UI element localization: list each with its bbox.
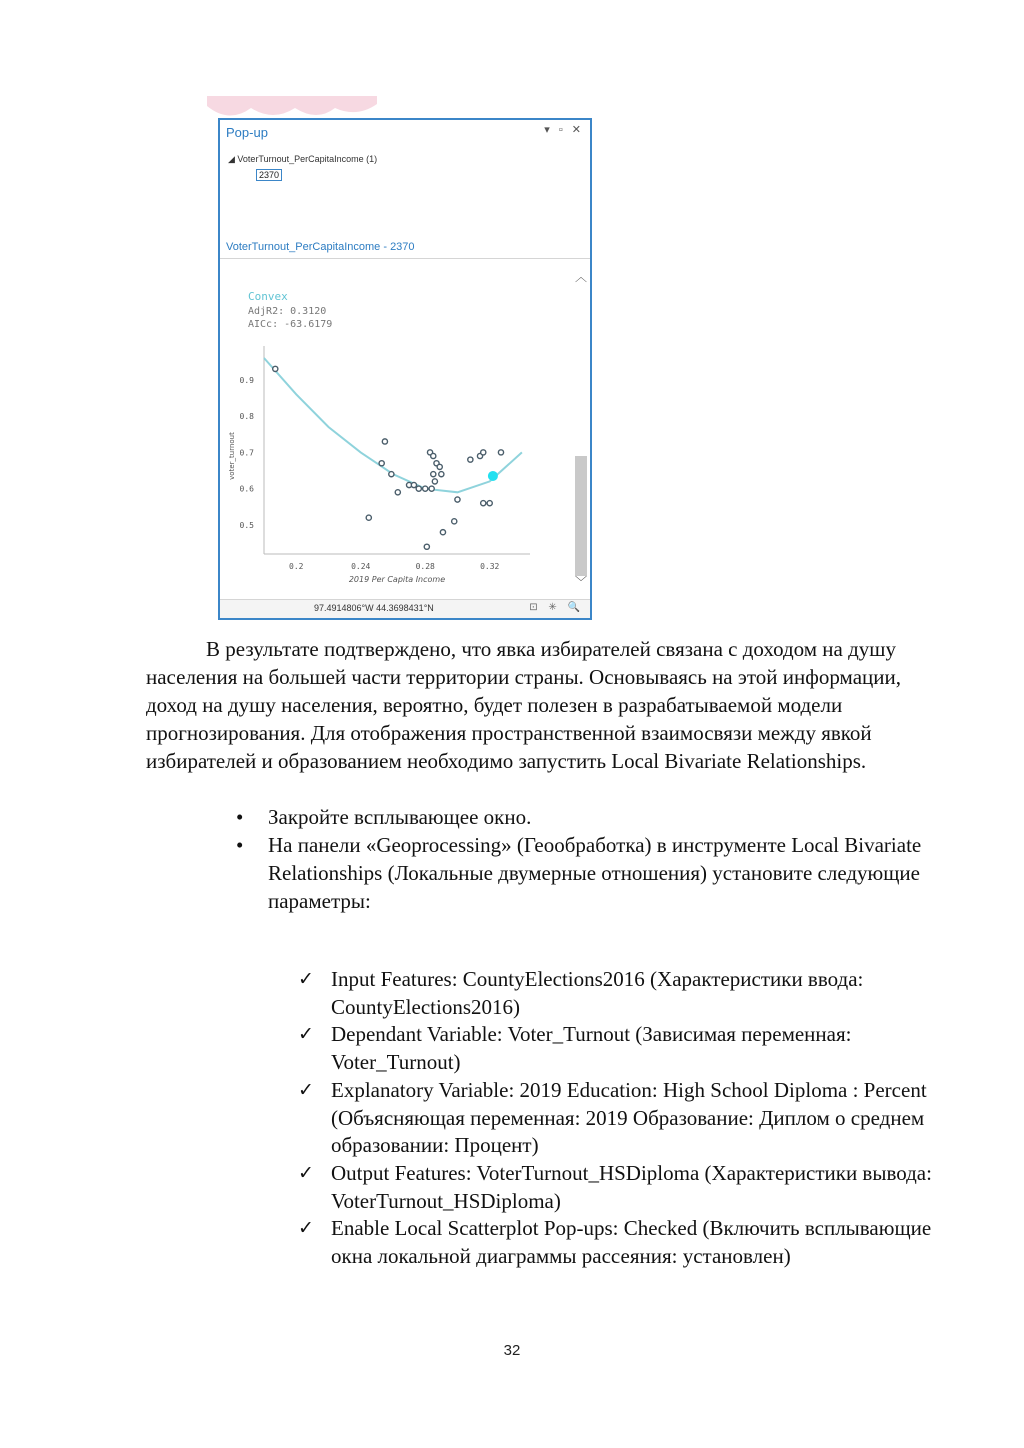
- paragraph-text: В результате подтверждено, что явка избирателей связана с доходом на душу населения на большей части территории страны. Основываясь на этой информации, доход на душу населения, вероятно, будет полезен в разрабатываемой модели прогнозирования. Для отображения пространственной взаимосвязи между явкой избирателей и образованием необходимо запустить Local Bivariate Relationships.: [146, 637, 901, 773]
- popup-title: Pop-up: [226, 125, 268, 140]
- y-tick-label: 0.7: [239, 448, 254, 458]
- y-tick-label: 0.9: [239, 375, 254, 385]
- list-item: [298, 1215, 948, 1270]
- data-point: [416, 486, 421, 491]
- coordinates-readout: 97.4914806°W 44.3698431°N: [314, 603, 434, 613]
- bullet-icon: •: [236, 805, 244, 829]
- status-bar: [220, 599, 590, 618]
- data-point: [424, 544, 429, 549]
- data-point: [379, 461, 384, 466]
- data-point: [429, 486, 434, 491]
- feature-title: VoterTurnout_PerCapitaIncome - 2370: [226, 241, 415, 253]
- data-point: [431, 453, 436, 458]
- y-axis-label: voter_turnout: [228, 432, 236, 480]
- data-point: [468, 457, 473, 462]
- scatter-chart: [224, 288, 570, 588]
- data-point: [432, 479, 437, 484]
- list-item-text: Закройте всплывающее окно.: [268, 805, 532, 829]
- x-tick-label: 0.2: [289, 562, 304, 571]
- data-point: [395, 490, 400, 495]
- y-tick-label: 0.5: [239, 520, 254, 530]
- adjr2-label: AdjR2: 0.3120: [248, 306, 327, 317]
- data-point: [389, 472, 394, 477]
- x-tick-label: 0.32: [480, 562, 500, 571]
- checkmark-icon: ✓: [298, 1161, 314, 1184]
- list-item-text: Input Features: CountyElections2016 (Характеристики ввода: CountyElections2016): [331, 967, 864, 1019]
- checkmark-icon: ✓: [298, 1023, 314, 1046]
- checkmark-icon: ✓: [298, 1217, 314, 1240]
- feature-tree: [228, 154, 377, 181]
- chevron-up-icon[interactable]: ︿: [574, 270, 587, 284]
- data-point: [487, 501, 492, 506]
- list-item: [298, 1077, 948, 1160]
- bullet-list: [236, 803, 946, 915]
- data-point: [440, 530, 445, 535]
- vertical-scrollbar[interactable]: [574, 268, 588, 598]
- tree-feature-id[interactable]: 2370: [256, 169, 282, 181]
- data-point: [439, 472, 444, 477]
- bullet-icon: •: [236, 833, 244, 857]
- scrollbar-thumb[interactable]: [575, 456, 587, 576]
- highlighted-point: [488, 471, 498, 481]
- list-item: [298, 966, 948, 1021]
- data-point: [452, 519, 457, 524]
- data-point: [431, 472, 436, 477]
- data-point: [437, 464, 442, 469]
- list-item-text: Dependant Variable: Voter_Turnout (Зависимая переменная: Voter_Turnout): [331, 1022, 852, 1075]
- list-item-text: Explanatory Variable: 2019 Education: High School Diploma : Percent (Объясняющая переменная: 2019 Образование: Диплом о среднем образовании: Процент): [331, 1077, 927, 1158]
- data-point: [382, 439, 387, 444]
- list-item-text: На панели «Geoprocessing» (Геообработка) в инструменте Local Bivariate Relationships (Локальные двумерные отношения) установите следующие параметры:: [268, 833, 922, 913]
- list-item-text: Enable Local Scatterplot Pop-ups: Checked (Включить всплывающие окна локальной диаграммы рассеяния: установлен): [331, 1216, 932, 1269]
- window-controls[interactable]: ▾ ▫ ✕: [544, 124, 584, 136]
- x-tick-label: 0.28: [415, 562, 435, 571]
- x-axis-label: 2019 Per Capita Income: [348, 575, 446, 584]
- list-item: [236, 803, 946, 831]
- data-point: [498, 450, 503, 455]
- status-icons[interactable]: ⊡ ✳ 🔍: [529, 602, 584, 613]
- chevron-down-icon[interactable]: ﹀: [574, 575, 587, 589]
- list-item: [298, 1160, 948, 1215]
- x-tick-label: 0.24: [351, 562, 371, 571]
- page-number: 32: [503, 1342, 521, 1359]
- list-item: [298, 1021, 948, 1076]
- aicc-label: AICc: -63.6179: [248, 319, 333, 330]
- data-point: [423, 486, 428, 491]
- data-point: [455, 497, 460, 502]
- popup-window[interactable]: [218, 118, 592, 620]
- divider: [220, 258, 590, 259]
- data-point: [411, 482, 416, 487]
- data-point: [273, 366, 278, 371]
- body-paragraph: [146, 635, 946, 775]
- tree-layer-item[interactable]: ◢ VoterTurnout_PerCapitaIncome (1): [228, 154, 378, 164]
- list-item: [236, 831, 946, 915]
- data-point: [366, 515, 371, 520]
- y-tick-label: 0.6: [239, 484, 254, 494]
- data-point: [481, 501, 486, 506]
- checkmark-icon: ✓: [298, 968, 314, 990]
- model-name-label: Convex: [248, 290, 288, 303]
- checkmark-icon: ✓: [298, 1078, 314, 1101]
- data-point: [481, 450, 486, 455]
- list-item-text: Output Features: VoterTurnout_HSDiploma (Характеристики вывода: VoterTurnout_HSDiploma): [331, 1160, 932, 1213]
- y-tick-label: 0.8: [239, 412, 254, 422]
- parameter-list: [298, 966, 948, 1271]
